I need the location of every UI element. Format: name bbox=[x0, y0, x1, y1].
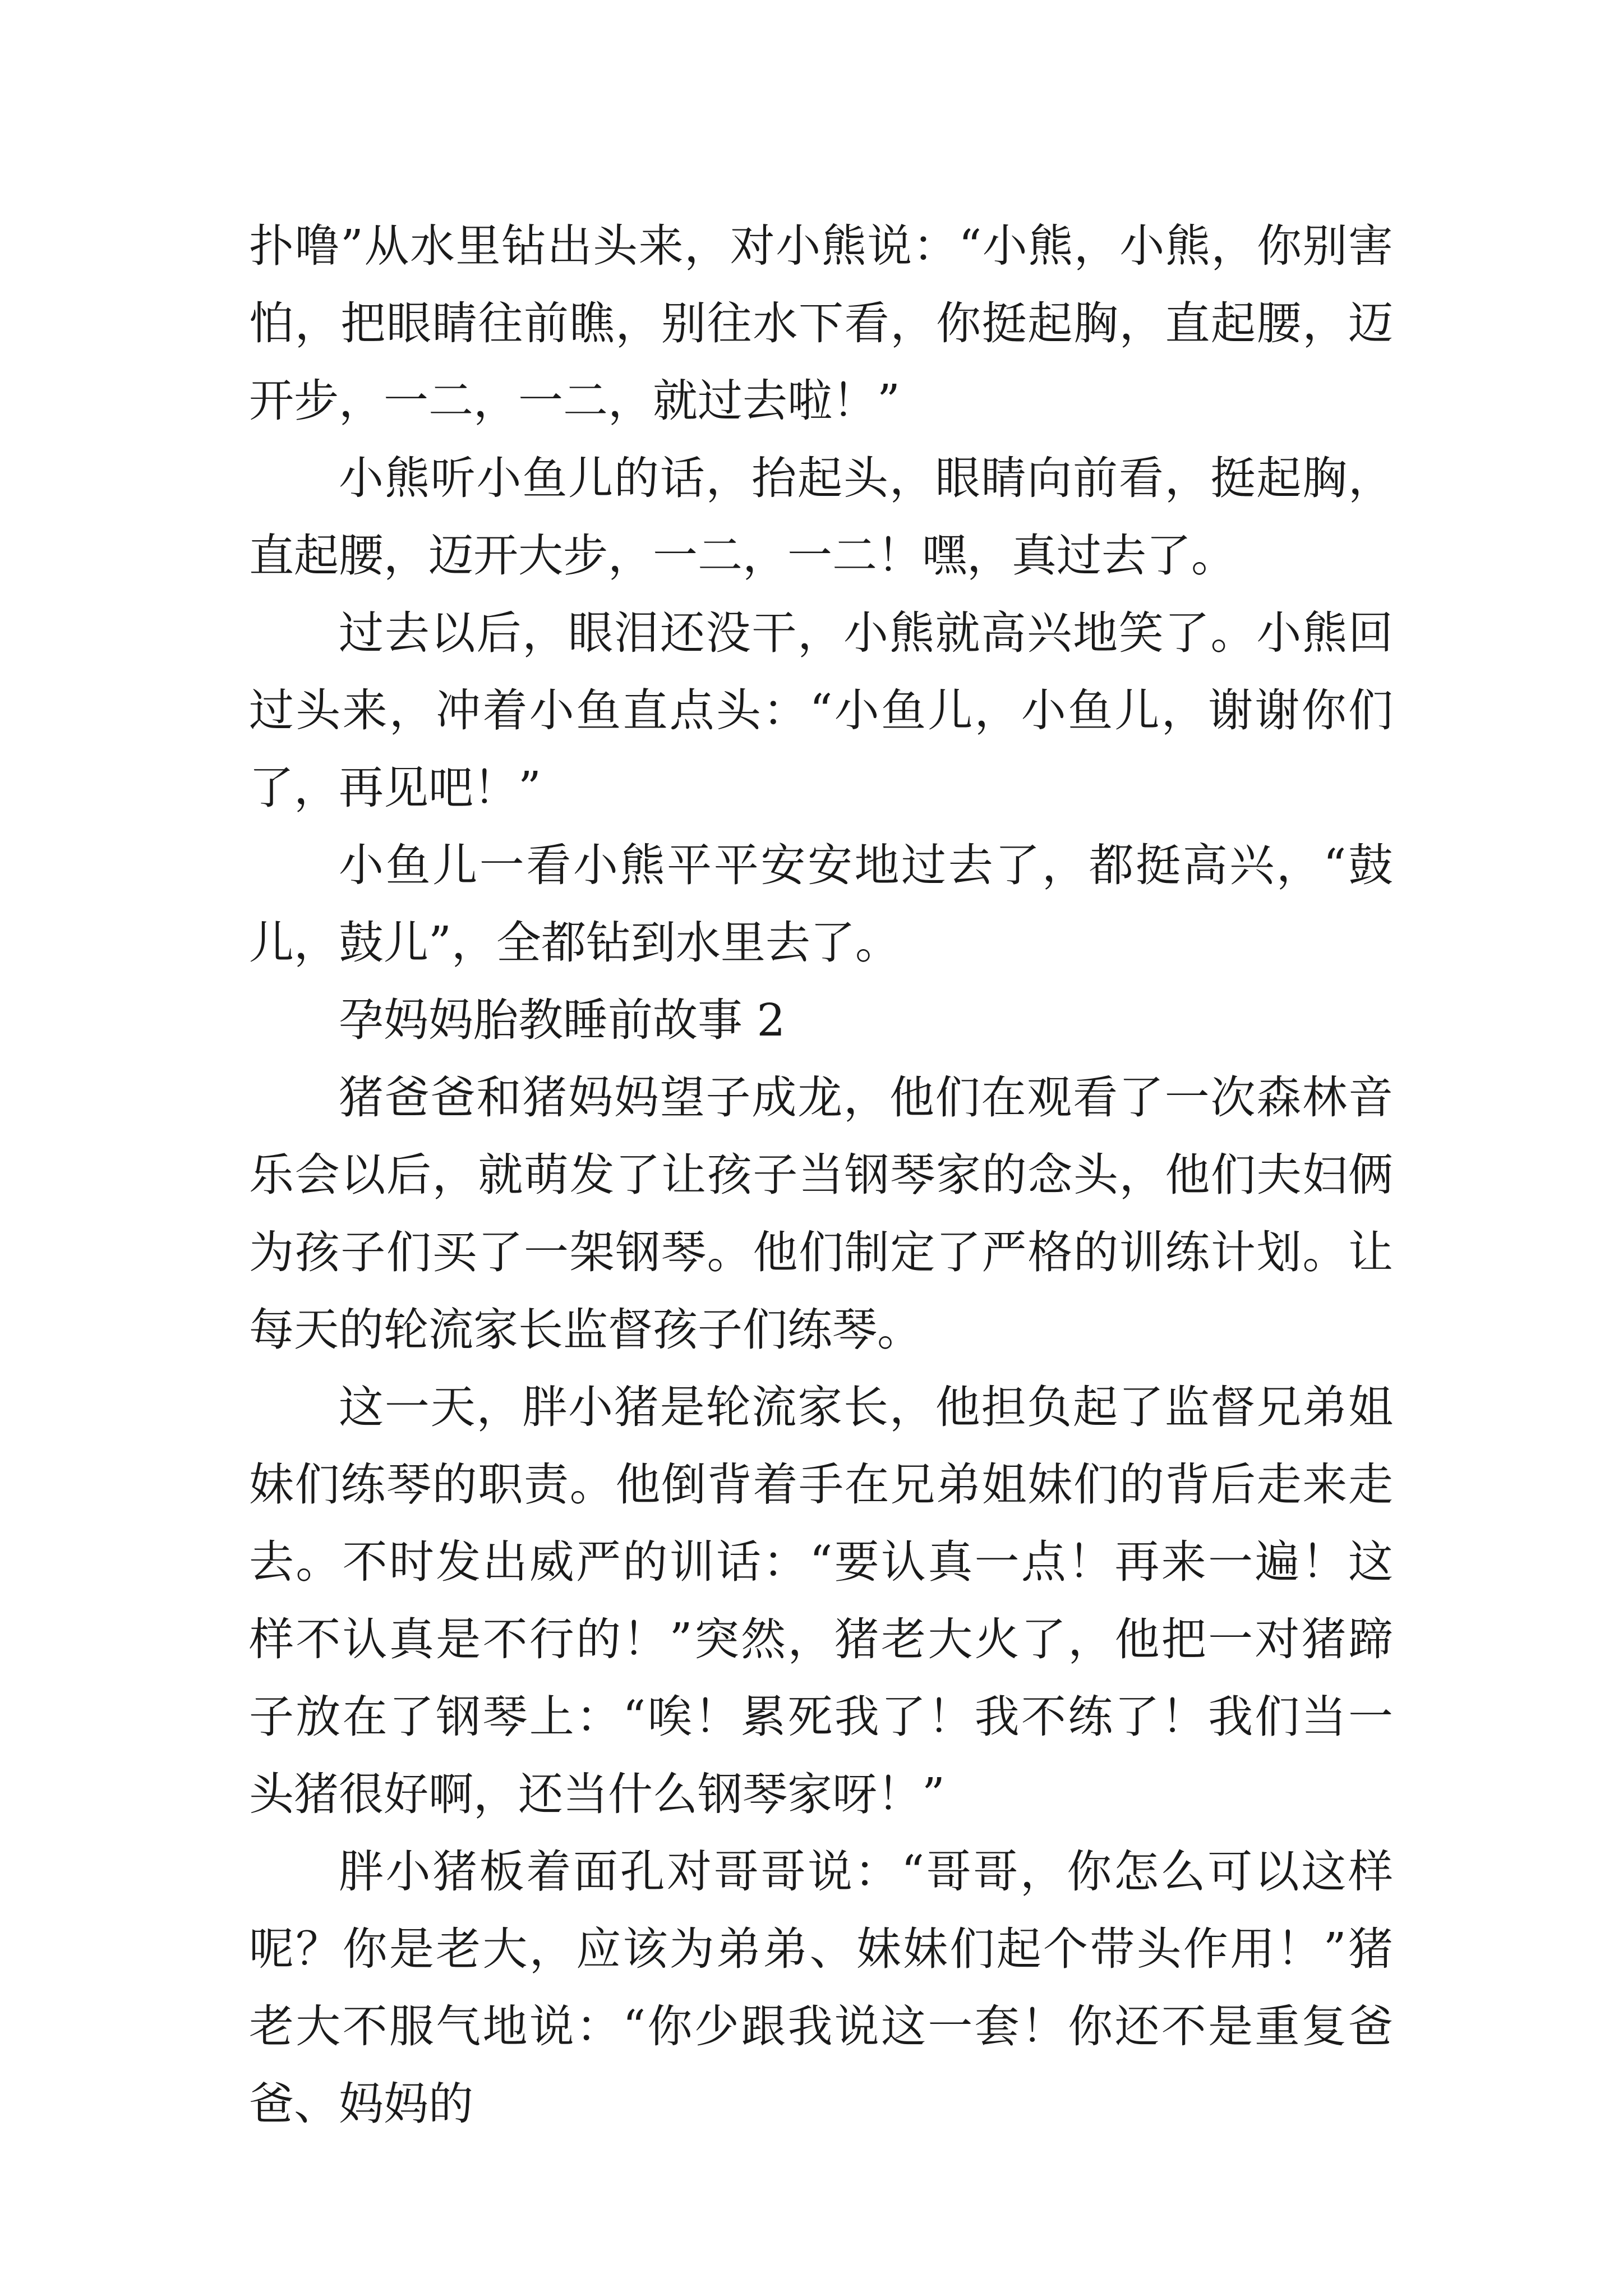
paragraph: 小鱼儿一看小熊平平安安地过去了，都挺高兴，“鼓儿，鼓儿”，全都钻到水里去了。 bbox=[249, 839, 1393, 969]
paragraph: 胖小猪板着面孔对哥哥说：“哥哥，你怎么可以这样呢？你是老大，应该为弟弟、妹妹们起个带头作用！”猪老大不服气地说：“你少跟我说这一套！你还不是重复爸爸、妈妈的 bbox=[249, 1846, 1393, 2130]
story-text bbox=[249, 208, 1393, 2143]
story-heading: 孕妈妈胎教睡前故事 2 bbox=[339, 994, 786, 1046]
paragraph: 猪爸爸和猪妈妈望子成龙，他们在观看了一次森林音乐会以后，就萌发了让孩子当钢琴家的念头，他们夫妇俩为孩子们买了一架钢琴。他们制定了严格的训练计划。让每天的轮流家长监督孩子们练琴。 bbox=[249, 1071, 1393, 1356]
paragraph: 这一天，胖小猪是轮流家长，他担负起了监督兄弟姐妹们练琴的职责。他倒背着手在兄弟姐妹们的背后走来走去。不时发出威严的训话：“要认真一点！再来一遍！这样不认真是不行的！”突然，猪老大火了，他把一对猪蹄子放在了钢琴上：“唉！累死我了！我不练了！我们当一头猪很好啊，还当什么钢琴家呀！” bbox=[249, 1381, 1393, 1820]
paragraph: 小熊听小鱼儿的话，抬起头，眼睛向前看，挺起胸，直起腰，迈开大步，一二，一二！嘿，真过去了。 bbox=[249, 452, 1393, 582]
paragraph: 过去以后，眼泪还没干，小熊就高兴地笑了。小熊回过头来，冲着小鱼直点头：“小鱼儿，小鱼儿，谢谢你们了，再见吧！” bbox=[249, 607, 1393, 814]
paragraph-continuation: 扑噜”从水里钻出头来，对小熊说：“小熊，小熊，你别害怕，把眼睛往前瞧，别往水下看，你挺起胸，直起腰，迈开步，一二，一二，就过去啦！” bbox=[249, 220, 1393, 427]
